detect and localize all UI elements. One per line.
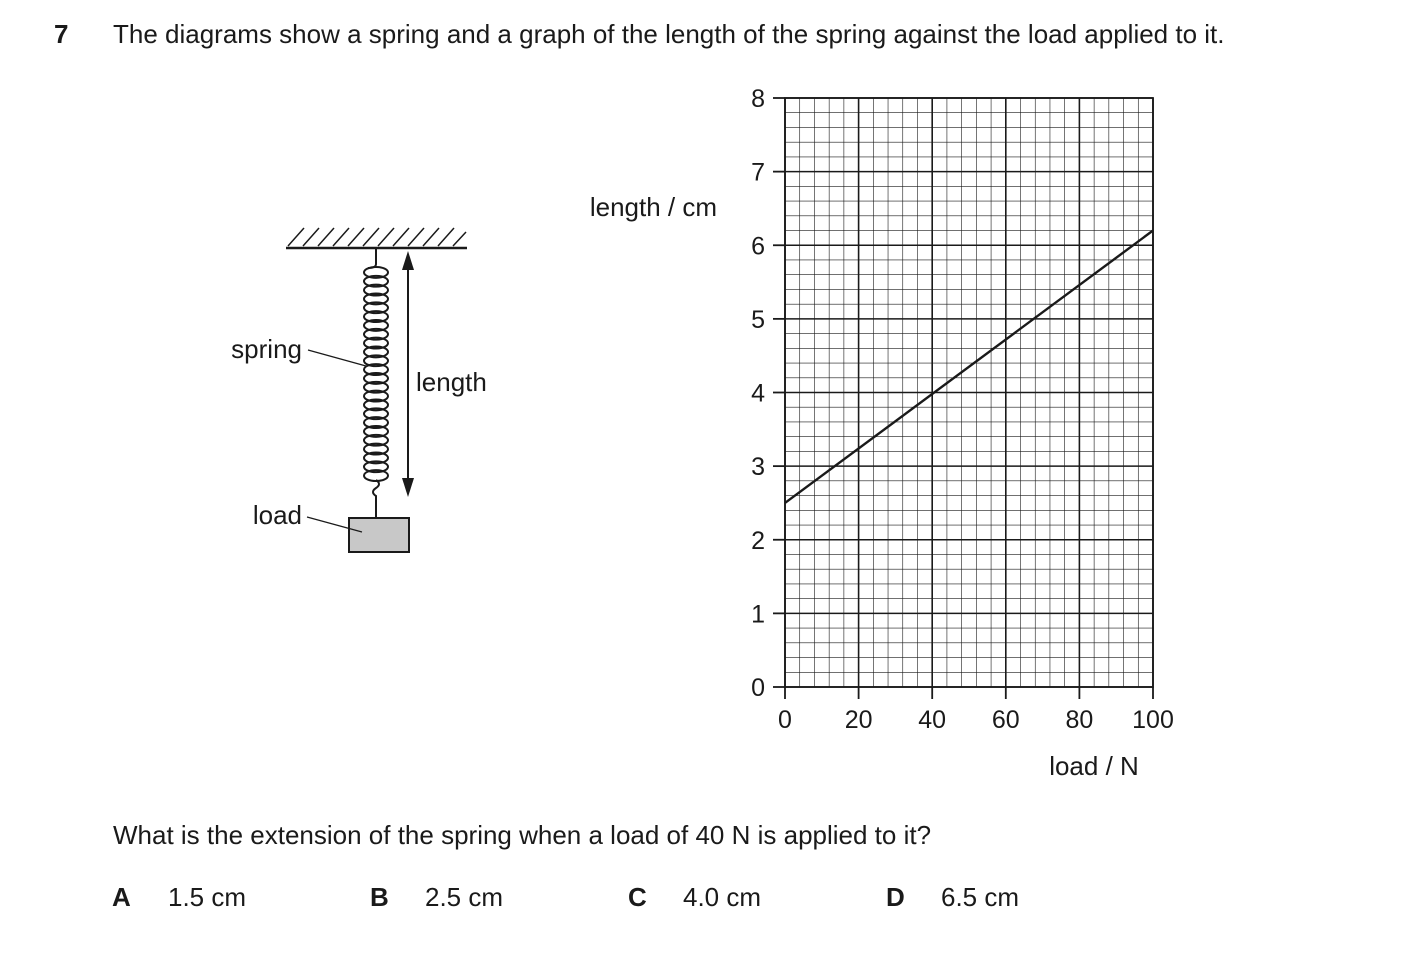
- y-tick-label: 7: [751, 158, 765, 187]
- option-a-text[interactable]: 1.5 cm: [168, 882, 247, 912]
- y-tick-label: 8: [751, 85, 765, 113]
- x-axis-label: load / N: [1049, 751, 1139, 781]
- y-axis-label: length / cm: [589, 192, 717, 222]
- y-tick-label: 4: [751, 379, 765, 408]
- option-c-letter: C: [628, 882, 647, 912]
- y-tick-label: 1: [751, 600, 765, 629]
- y-tick-label: 5: [751, 305, 765, 334]
- question-number: 7: [54, 19, 69, 49]
- x-tick-label: 20: [844, 706, 873, 734]
- y-tick-label: 0: [751, 674, 765, 702]
- spring-label: spring: [231, 334, 302, 364]
- graph-series: [785, 231, 1153, 503]
- x-tick-label: 60: [991, 706, 1020, 734]
- graph-ticks: [773, 98, 1153, 699]
- series-line: [785, 231, 1153, 503]
- load-label: load: [252, 500, 302, 530]
- question-follow-up: What is the extension of the spring when a load of 40 N is applied to it?: [113, 820, 932, 850]
- x-tick-label: 0: [778, 706, 792, 734]
- x-tick-label: 100: [1132, 706, 1174, 734]
- x-tick-label: 80: [1065, 706, 1094, 734]
- option-b-text[interactable]: 2.5 cm: [425, 882, 504, 912]
- x-tick-label: 40: [918, 706, 947, 734]
- y-tick-label: 3: [751, 453, 765, 482]
- option-b-letter: B: [370, 882, 389, 912]
- y-tick-label: 2: [751, 526, 765, 555]
- option-a-letter: A: [112, 882, 131, 912]
- length-label: length: [416, 367, 487, 397]
- option-d-letter: D: [886, 882, 905, 912]
- y-tick-label: 6: [751, 232, 765, 261]
- option-d-text[interactable]: 6.5 cm: [941, 882, 1020, 912]
- option-c-text[interactable]: 4.0 cm: [683, 882, 762, 912]
- question-text: The diagrams show a spring and a graph of the length of the spring against the load applied to it.: [113, 19, 1225, 49]
